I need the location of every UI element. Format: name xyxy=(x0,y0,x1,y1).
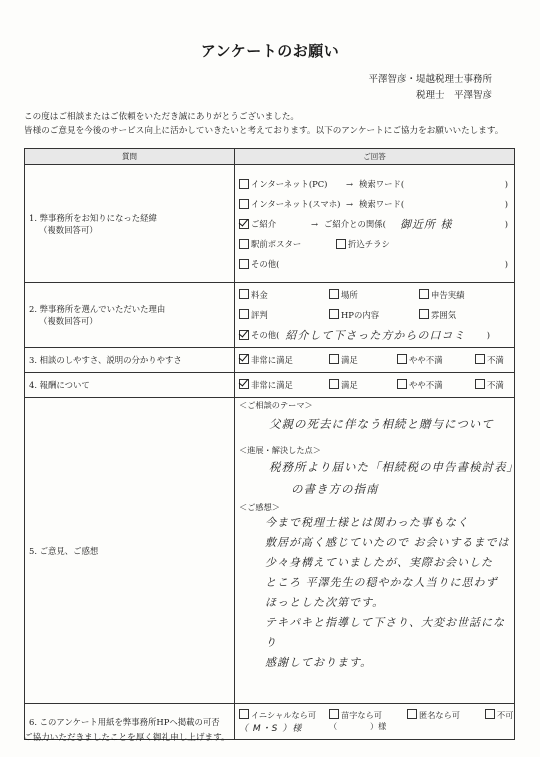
option-internet-sp[interactable] xyxy=(235,194,514,214)
checkbox-icon[interactable] xyxy=(407,709,417,719)
option-label: 折込チラシ xyxy=(348,238,390,249)
answer-4 xyxy=(235,373,515,398)
arrow-icon: → xyxy=(346,198,354,209)
checkbox-icon[interactable] xyxy=(239,289,249,299)
checkbox-icon[interactable] xyxy=(329,309,339,319)
rating-very-satisfied[interactable] xyxy=(239,354,329,366)
header-question: 質問 xyxy=(25,149,235,165)
option-reputation[interactable] xyxy=(239,309,329,321)
option-label: 場所 xyxy=(341,290,358,300)
option-station-flyer xyxy=(235,234,514,254)
impression-heading: ＜ご感想＞ xyxy=(239,502,280,512)
answer-2 xyxy=(235,283,515,348)
impression-line: 敷居が高く感じていたので お会いするまでは xyxy=(265,536,510,549)
question-5-label: 5. ご意見、ご感想 xyxy=(25,398,235,704)
close-paren: ) xyxy=(504,178,508,189)
rating-options xyxy=(235,375,514,395)
office-name: 平澤智彦・堤越税理士事務所 xyxy=(368,74,492,85)
checkbox-icon[interactable] xyxy=(475,379,485,389)
checkbox-icon[interactable] xyxy=(239,309,249,319)
progress-line-2[interactable]: の書き方の指南 xyxy=(291,482,379,496)
question-1-note: （複数回答可） xyxy=(39,224,98,235)
option-label: やや不満 xyxy=(409,380,443,390)
rating-options xyxy=(235,350,514,370)
search-word-label: 検索ワード( xyxy=(359,198,405,209)
checkbox-checked-icon[interactable] xyxy=(239,379,249,389)
intro-line-1: この度はご相談またはご依頼をいただき誠にありがとうございました。 xyxy=(24,112,300,122)
impression-line: 感謝しております。 xyxy=(265,656,373,669)
option-label: イニシャルなら可 xyxy=(251,710,317,720)
page-title: アンケートのお願い xyxy=(200,42,340,60)
option-label: 非常に満足 xyxy=(251,380,293,390)
office-info xyxy=(368,72,492,104)
option-label: 苗字なら可 xyxy=(341,710,382,720)
option-label: インターネット(スマホ) xyxy=(251,198,341,209)
checkbox-icon[interactable] xyxy=(239,709,249,719)
impression-line: 今まで税理士様とは関わった事もなく xyxy=(265,516,469,529)
impression-line: ところ 平澤先生の穏やかな人当りに思わず xyxy=(265,576,498,589)
question-row-5 xyxy=(25,398,515,704)
question-2-note: （複数回答可） xyxy=(39,316,98,326)
checkbox-icon[interactable] xyxy=(239,179,249,189)
checkbox-icon[interactable] xyxy=(329,379,339,389)
close-paren: ) xyxy=(504,258,508,269)
question-1-text: 1. 弊事務所をお知りになった経緯 xyxy=(29,212,157,223)
option-label: その他( xyxy=(251,330,280,340)
option-surname[interactable] xyxy=(329,709,407,734)
checkbox-icon[interactable] xyxy=(336,239,346,249)
checkbox-icon[interactable] xyxy=(239,259,249,269)
option-label: 満足 xyxy=(341,380,358,390)
question-1-label xyxy=(25,165,235,283)
checkbox-icon[interactable] xyxy=(329,354,339,364)
checkbox-icon[interactable] xyxy=(419,289,429,299)
rating-somewhat-dissatisfied[interactable] xyxy=(397,379,475,391)
question-row-1 xyxy=(25,165,515,283)
impression-line: ほっとした次第です。 xyxy=(265,596,385,609)
progress-line-1[interactable]: 税務所より届いた「相続税の申告書検討表」 xyxy=(269,460,519,474)
checkbox-icon[interactable] xyxy=(329,289,339,299)
checkbox-checked-icon[interactable] xyxy=(239,330,249,340)
theme-answer[interactable]: 父親の死去に伴なう相続と贈与について xyxy=(269,417,494,431)
option-label: 申告実績 xyxy=(431,290,465,300)
option-label: 非常に満足 xyxy=(251,355,293,365)
question-row-3 xyxy=(25,348,515,373)
question-row-4 xyxy=(25,373,515,398)
option-label: やや不満 xyxy=(409,355,443,365)
option-label: インターネット(PC) xyxy=(251,178,328,189)
checkbox-icon[interactable] xyxy=(239,199,249,209)
progress-heading: ＜進展・解決した点＞ xyxy=(239,445,321,455)
question-2-text: 2. 弊事務所を選んでいただいた理由 xyxy=(29,304,166,314)
theme-heading: ＜ご相談のテーマ＞ xyxy=(239,400,313,410)
option-fee[interactable] xyxy=(239,289,329,301)
arrow-icon: → xyxy=(311,218,319,229)
other-answer[interactable]: 紹介して下さった方からの口コミ xyxy=(285,329,466,342)
option-place[interactable] xyxy=(329,289,419,301)
option-label: 雰囲気 xyxy=(431,310,457,320)
checkbox-icon[interactable] xyxy=(329,709,339,719)
answer-5 xyxy=(235,398,519,704)
option-label: HPの内容 xyxy=(341,310,380,320)
option-label: 評判 xyxy=(251,310,268,320)
question-4-label: 4. 報酬について xyxy=(25,373,235,398)
search-word-label: 検索ワード( xyxy=(359,178,405,189)
options-row-2 xyxy=(235,305,514,325)
intro-text xyxy=(24,110,503,138)
checkbox-icon[interactable] xyxy=(239,239,249,249)
option-label: 不満 xyxy=(487,355,504,365)
option-internet-pc[interactable] xyxy=(235,174,514,194)
survey-table xyxy=(24,148,519,740)
options-row-1 xyxy=(235,285,514,305)
question-3-label: 3. 相談のしやすさ、説明の分かりやすさ xyxy=(25,348,235,373)
intro-line-2: 皆様のご意見を今後のサービス向上に活かしていきたいと考えております。以下のアンケートにご協力をお願いいたします。 xyxy=(24,126,504,136)
question-6-label: 6. このアンケート用紙を弊事務所HPへ掲載の可否 xyxy=(25,704,235,740)
publish-options xyxy=(235,709,514,734)
checkbox-icon[interactable] xyxy=(397,379,407,389)
option-label: その他( xyxy=(251,258,280,269)
referral-answer[interactable]: 御近所 様 xyxy=(399,217,453,231)
option-initial[interactable] xyxy=(239,709,329,734)
answer-1 xyxy=(235,165,515,283)
rating-dissatisfied[interactable] xyxy=(475,354,504,366)
option-label: 匿名なら可 xyxy=(419,710,460,720)
impression-line: テキパキと指導して下さり、大変お世話になり xyxy=(265,616,505,649)
checkbox-icon[interactable] xyxy=(475,354,485,364)
impression-line: 少々身構えていましたが、実際お会いした xyxy=(265,556,493,569)
option-referral[interactable] xyxy=(235,214,514,234)
option-label: 不満 xyxy=(487,380,504,390)
checkbox-icon[interactable] xyxy=(485,709,495,719)
checkbox-icon[interactable] xyxy=(419,309,429,319)
checkbox-checked-icon[interactable] xyxy=(239,219,249,229)
rating-satisfied[interactable] xyxy=(329,379,397,391)
option-no[interactable] xyxy=(485,709,513,734)
question-2-label xyxy=(25,283,235,348)
answer-6 xyxy=(235,704,515,740)
option-label: 駅前ポスター xyxy=(251,238,302,249)
option-label: 満足 xyxy=(341,355,358,365)
footer-thanks: ご協力いただきましたことを厚く御礼申し上げます。 xyxy=(24,733,230,743)
surname-value[interactable]: （ ）様 xyxy=(329,721,387,731)
rating-very-satisfied[interactable] xyxy=(239,379,329,391)
option-anonymous[interactable] xyxy=(407,709,485,734)
rating-somewhat-dissatisfied[interactable] xyxy=(397,354,475,366)
option-other[interactable] xyxy=(235,325,514,345)
option-hp[interactable] xyxy=(329,309,419,321)
answer-3 xyxy=(235,348,515,373)
rating-dissatisfied[interactable] xyxy=(475,379,504,391)
initial-value[interactable]: （ M・S ）様 xyxy=(239,724,303,734)
referral-relation-label: ご紹介との関係( xyxy=(324,218,386,229)
rating-satisfied[interactable] xyxy=(329,354,397,366)
close-paren: ) xyxy=(504,218,508,229)
checkbox-icon[interactable] xyxy=(397,354,407,364)
option-other[interactable] xyxy=(235,254,514,274)
option-atmosphere[interactable] xyxy=(419,309,456,321)
option-label: ご紹介 xyxy=(251,218,277,229)
close-paren: ) xyxy=(504,198,508,209)
question-row-2 xyxy=(25,283,515,348)
close-paren: ) xyxy=(486,330,490,340)
office-accountant: 税理士 平澤智彦 xyxy=(415,90,492,101)
option-label: 料金 xyxy=(251,290,268,300)
option-label: 不可 xyxy=(497,710,514,720)
option-record[interactable] xyxy=(419,289,465,301)
arrow-icon: → xyxy=(346,178,354,189)
header-answer: ご回答 xyxy=(235,149,515,165)
impression-text[interactable] xyxy=(235,513,514,673)
checkbox-checked-icon[interactable] xyxy=(239,354,249,364)
